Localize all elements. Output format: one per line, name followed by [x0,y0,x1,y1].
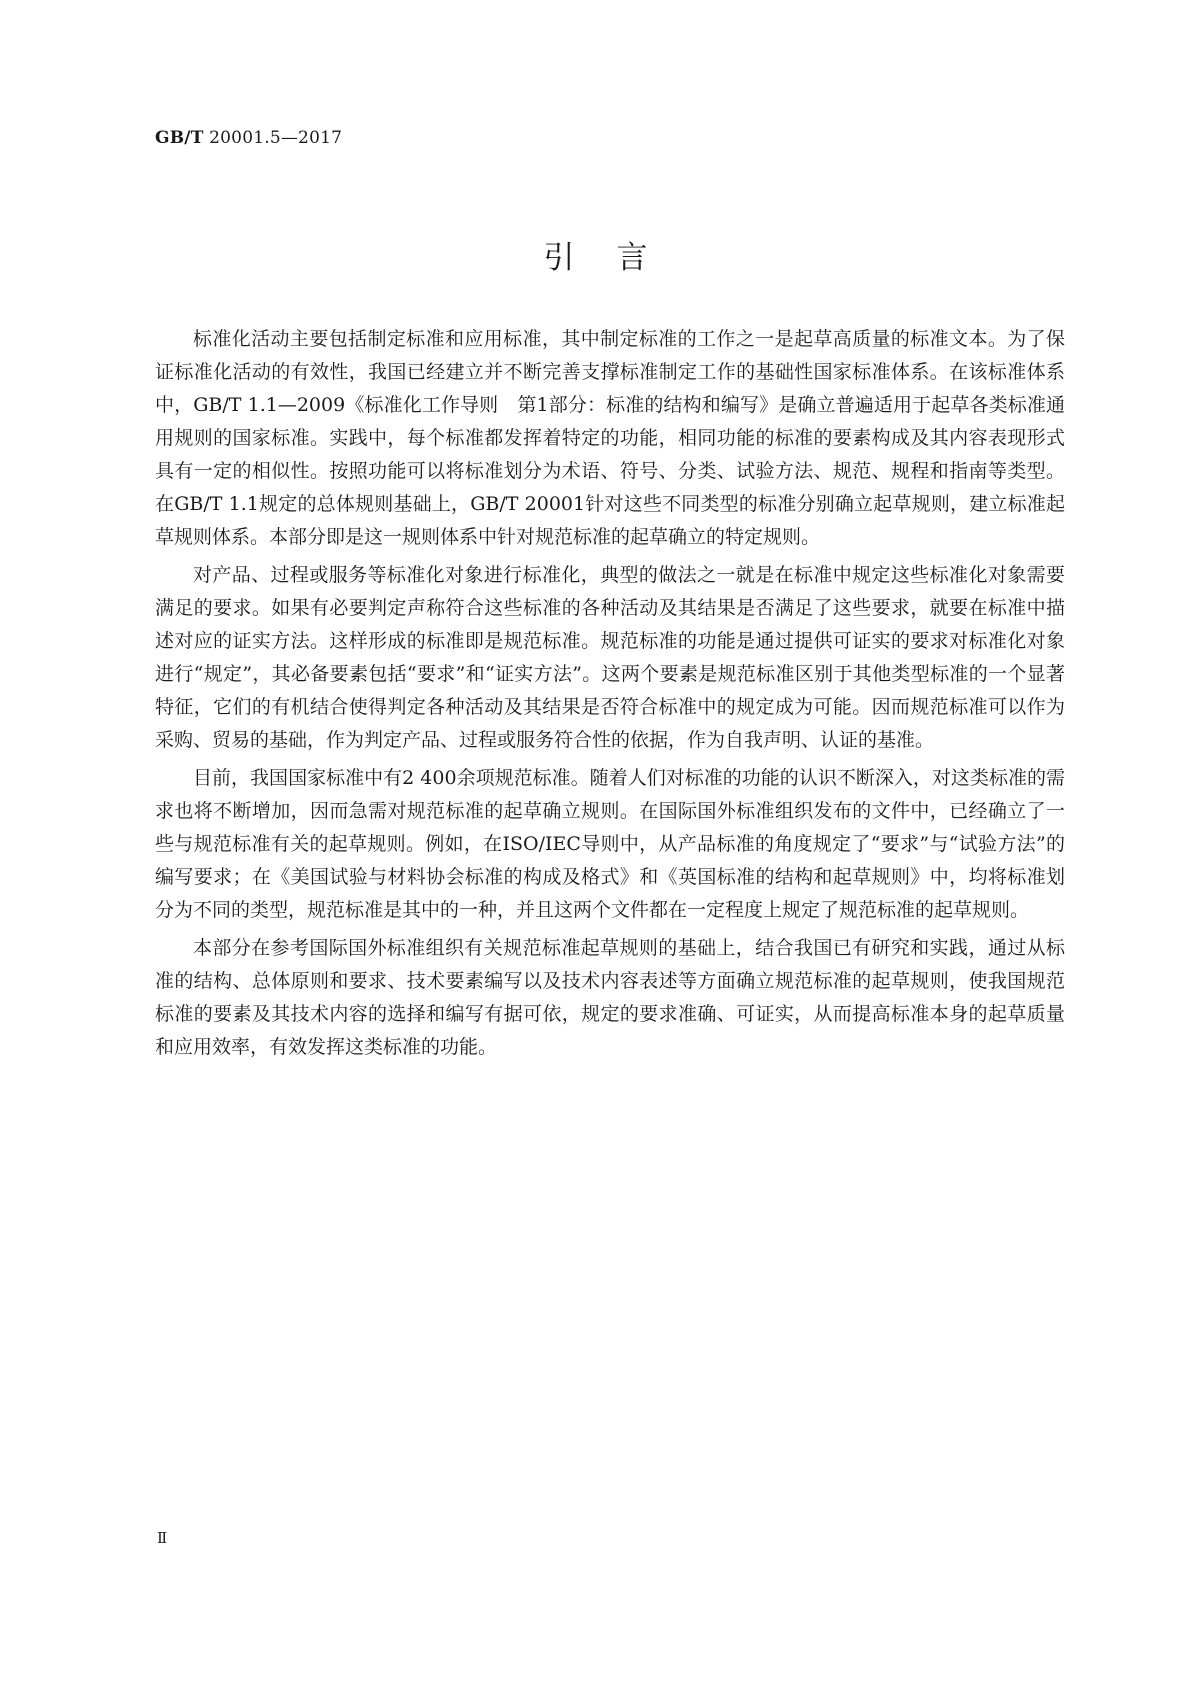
paragraph-2: 对产品、过程或服务等标准化对象进行标准化，典型的做法之一就是在标准中规定这些标准化对象需要满足的要求。如果有必要判定声称符合这些标准的各种活动及其结果是否满足了这些要求，就要在标准中描述对应的证实方法。这样形成的标准即是规范标准。规范标准的功能是通过提供可证实的要求对标准化对象进行“规定”，其必备要素包括“要求”和“证实方法”。这两个要素是规范标准区别于其他类型标准的一个显著特征，它们的有机结合使得判定各种活动及其结果是否符合标准中的规定成为可能。因而规范标准可以作为采购、贸易的基础，作为判定产品、过程或服务符合性的依据，作为自我声明、认证的基准。 [155,564,1065,751]
body-text [155,323,1065,1069]
standard-code-number: 20001.5—2017 [203,128,343,148]
standard-code-prefix: GB/T [155,128,204,148]
page-number: Ⅱ [157,1529,168,1547]
paragraph-4: 本部分在参考国际国外标准组织有关规范标准起草规则的基础上，结合我国已有研究和实践，通过从标准的结构、总体原则和要求、技术要素编写以及技术内容表述等方面确立规范标准的起草规则，使我国规范标准的要素及其技术内容的选择和编写有据可依，规定的要求准确、可证实，从而提高标准本身的起草质量和应用效率，有效发挥这类标准的功能。 [155,937,1065,1058]
paragraph-3: 目前，我国国家标准中有2 400余项规范标准。随着人们对标准的功能的认识不断深入，对这类标准的需求也将不断增加，因而急需对规范标准的起草确立规则。在国际国外标准组织发布的文件中，已经确立了一些与规范标准有关的起草规则。例如，在ISO/IEC导则中，从产品标准的角度规定了“要求”与“试验方法”的编写要求；在《美国试验与材料协会标准的构成及格式》和《英国标准的结构和起草规则》中，均将标准划分为不同的类型，规范标准是其中的一种，并且这两个文件都在一定程度上规定了规范标准的起草规则。 [155,767,1065,921]
page-title: 引言 [543,240,690,276]
standard-code [155,128,342,148]
paragraph-1: 标准化活动主要包括制定标准和应用标准，其中制定标准的工作之一是起草高质量的标准文本。为了保证标准化活动的有效性，我国已经建立并不断完善支撑标准制定工作的基础性国家标准体系。在该标准体系中，GB/T 1.1—2009《标准化工作导则 第1部分：标准的结构和编写》是确立普遍适用于起草各类标准通用规则的国家标准。实践中，每个标准都发挥着特定的功能，相同功能的标准的要素构成及其内容表现形式具有一定的相似性。按照功能可以将标准划分为术语、符号、分类、试验方法、规范、规程和指南等类型。在GB/T 1.1规定的总体规则基础上，GB/T 20001针对这些不同类型的标准分别确立起草规则，建立标准起草规则体系。本部分即是这一规则体系中针对规范标准的起草确立的特定规则。 [155,328,1065,548]
